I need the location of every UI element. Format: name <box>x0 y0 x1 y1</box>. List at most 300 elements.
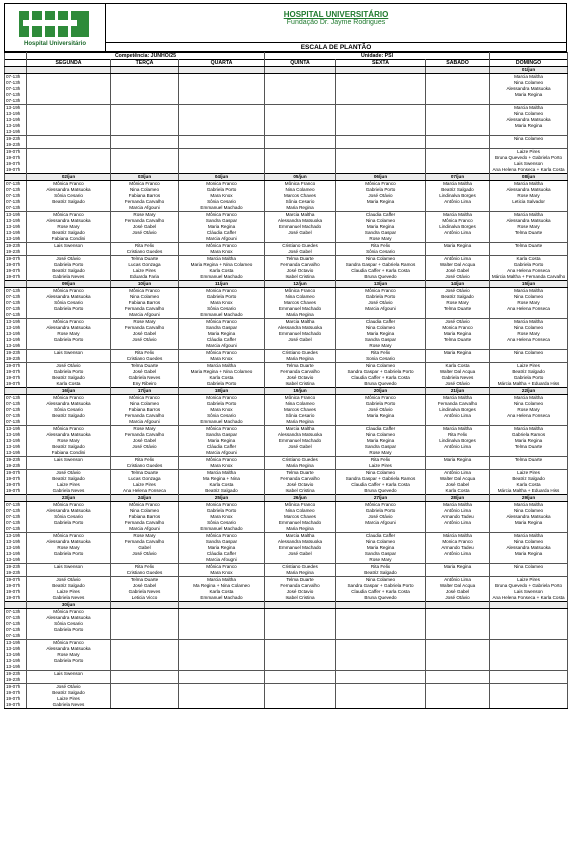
staff-cell: Emmanuel Machado <box>179 526 265 533</box>
shift-time: 19-23h <box>5 457 27 464</box>
staff-cell: José Otávio <box>426 319 490 326</box>
staff-cell: Maria Regina <box>265 526 336 533</box>
shift-time: 13-19h <box>5 230 27 236</box>
staff-cell: Marcos Chaves <box>265 193 336 199</box>
shift-time: 19-23h <box>5 249 27 256</box>
shift-time: 19-07h <box>5 690 27 696</box>
staff-cell: Beatriz Salgado <box>179 488 265 495</box>
shift-time: 07-13h <box>5 306 27 312</box>
staff-cell: Fernanda Carvalho <box>265 583 336 589</box>
staff-cell: José Otávio <box>336 193 426 199</box>
staff-cell: Gabriela Porto <box>336 294 426 300</box>
shift-time: 19-07h <box>5 149 27 156</box>
staff-cell: Gabriela Neves <box>27 595 111 602</box>
date-cell: 28/jun <box>426 495 490 502</box>
shift-time: 19-07h <box>5 268 27 274</box>
competence-label: Competência: JUNHO/25 <box>27 53 265 60</box>
staff-cell: Rose Mary <box>490 300 568 306</box>
staff-cell: Marcos Chaves <box>265 300 336 306</box>
staff-cell: Marcia Maltha <box>265 426 336 433</box>
staff-cell: Alessandra Matsuoka <box>27 187 111 193</box>
date-cell: 14/jun <box>426 281 490 288</box>
shift-time: 07-13h <box>5 187 27 193</box>
staff-cell: Ana Helena Fonseca + Karla Costa <box>490 595 568 602</box>
staff-cell: Fernanda Carvalho <box>426 401 490 407</box>
staff-cell: Walter Dal Acqua <box>426 262 490 268</box>
staff-cell: Nina Colameo <box>336 363 426 370</box>
staff-cell: Rita Felix <box>111 243 179 250</box>
date-cell: 30/jun <box>27 602 111 609</box>
staff-cell: Mônica Franco <box>336 288 426 295</box>
staff-cell: Beatriz Salgado <box>426 187 490 193</box>
staff-cell: José Gabel <box>265 249 336 256</box>
staff-cell: Fernanda Carvalho <box>111 199 179 205</box>
shift-time: 13-19h <box>5 438 27 444</box>
staff-cell: José Otávio <box>111 230 179 236</box>
staff-cell: Rita Felix <box>336 457 426 464</box>
staff-cell: Alessandra Matsuoka <box>27 432 111 438</box>
staff-cell: Cláudia Caffer <box>179 444 265 450</box>
shift-time: 19-23h <box>5 356 27 363</box>
staff-cell: José Octavio <box>265 268 336 274</box>
day-header-row <box>5 60 568 67</box>
shift-time: 13-19h <box>5 426 27 433</box>
staff-cell: Gabriela Porto <box>27 658 111 664</box>
staff-cell: Mônica Franco <box>336 181 426 188</box>
staff-cell: Cristiano Guedes <box>265 457 336 464</box>
staff-cell: José Gabel <box>426 482 490 488</box>
staff-cell: Maria Regina <box>490 520 568 526</box>
shift-time: 19-07h <box>5 577 27 584</box>
shift-time: 19-07h <box>5 482 27 488</box>
staff-cell: Mônica Franco <box>265 395 336 402</box>
staff-cell: Beatriz Salgado <box>27 413 111 419</box>
staff-cell: Mônica Franco <box>111 502 179 509</box>
date-cell: 17/jun <box>111 388 179 395</box>
staff-cell: Beatriz Salgado <box>426 294 490 300</box>
staff-cell: Nina Colameo <box>490 401 568 407</box>
staff-cell: Gabriela Porto <box>27 306 111 312</box>
shift-time: 13-19h <box>5 557 27 564</box>
staff-cell: Gabriela Neves <box>27 274 111 281</box>
shift-time: 07-13h <box>5 401 27 407</box>
week-date-row <box>5 67 568 74</box>
staff-cell: Armando Tadeu <box>426 514 490 520</box>
staff-cell: Marcia Maltha <box>490 105 568 112</box>
staff-cell: Maria Regina <box>265 570 336 577</box>
staff-cell: Antônio Lima <box>426 413 490 419</box>
staff-cell <box>336 702 426 709</box>
staff-cell: Antônio Lima <box>426 508 490 514</box>
staff-cell: Telma Duarte <box>426 306 490 312</box>
staff-cell: Gabriela Neves <box>27 702 111 709</box>
staff-cell: Sandra Gaspar <box>179 218 265 224</box>
staff-cell: Sandra Gaspar <box>336 337 426 343</box>
staff-cell: Lais Swenson <box>27 457 111 464</box>
shift-time: 07-13h <box>5 92 27 98</box>
staff-cell: Marcia Maltha <box>265 212 336 219</box>
date-cell: 01/jun <box>490 67 568 74</box>
staff-cell: Eny Ribeiro <box>111 381 179 388</box>
hospital-title: HOSPITAL UNIVERSITÁRIO <box>283 10 389 19</box>
staff-cell: Alessandra Matsuoka <box>490 86 568 92</box>
staff-cell: Rose Mary <box>111 426 179 433</box>
staff-cell: Gabriela Porto <box>179 187 265 193</box>
staff-cell: Isabel Cristina <box>265 381 336 388</box>
staff-cell: José Otávio <box>27 363 111 370</box>
staff-cell: Maria Regina + Nina Colameo <box>179 369 265 375</box>
staff-cell: Gabriela Porto <box>490 262 568 268</box>
shift-time: 07-13h <box>5 514 27 520</box>
staff-cell: José Otávio <box>336 514 426 520</box>
staff-cell: Fabiana Condini <box>27 236 111 243</box>
staff-cell: Marcia Afgouni <box>111 205 179 212</box>
shift-time: 07-13h <box>5 300 27 306</box>
date-cell: 20/jun <box>336 388 426 395</box>
shift-time: 19-23h <box>5 350 27 357</box>
staff-cell: Claudia Caffer + Karla Costa <box>336 482 426 488</box>
staff-cell: Marcia Maltha <box>490 533 568 540</box>
staff-cell: Nina Colameo <box>265 294 336 300</box>
date-cell: 26/jun <box>265 495 336 502</box>
staff-cell: Nina Colameo <box>336 325 426 331</box>
shift-time: 07-13h <box>5 294 27 300</box>
staff-cell: Beatriz Salgado <box>27 690 111 696</box>
shift-time: 19-07h <box>5 375 27 381</box>
staff-cell: Ma Regina + Nina <box>179 476 265 482</box>
shift-time: 07-13h <box>5 74 27 81</box>
shift-time: 07-13h <box>5 413 27 419</box>
staff-cell: Marcia Afgouni <box>179 450 265 457</box>
staff-cell: José Gabel <box>426 589 490 595</box>
shift-time: 13-19h <box>5 111 27 117</box>
schedule-table <box>4 52 568 709</box>
staff-cell: Beatriz Salgado <box>27 199 111 205</box>
staff-cell: Mônica Franco <box>179 212 265 219</box>
staff-cell: Sandra Gaspar <box>336 551 426 557</box>
week-date-row <box>5 281 568 288</box>
shift-time: 19-07h <box>5 155 27 161</box>
shift-time: 19-07h <box>5 256 27 263</box>
staff-cell: Gabel <box>111 545 179 551</box>
day-header: DOMINGO <box>490 60 568 67</box>
staff-cell: Fernanda Carvalho <box>111 432 179 438</box>
staff-cell: Monica Franco <box>426 539 490 545</box>
staff-cell: Telma Duarte <box>490 230 568 236</box>
shift-time: 19-07h <box>5 161 27 167</box>
shift-time: 07-13h <box>5 407 27 413</box>
staff-cell: Antônio Lima <box>426 199 490 205</box>
staff-cell: Monica Franco <box>179 395 265 402</box>
week-date-row <box>5 174 568 181</box>
staff-cell: Sônia Cesario <box>27 407 111 413</box>
staff-cell: José Otávio <box>426 381 490 388</box>
staff-cell: Sandra Gaspar + Gabriela Porto <box>336 583 426 589</box>
date-cell: 09/jun <box>27 281 111 288</box>
staff-cell: Marcia Maltha <box>490 212 568 219</box>
staff-cell: Telma Duarte <box>265 256 336 263</box>
staff-cell: Mônica Franco <box>27 288 111 295</box>
staff-cell: Beatriz Salgado <box>27 375 111 381</box>
staff-cell: José Gabel <box>111 369 179 375</box>
staff-cell: Rose Mary <box>27 438 111 444</box>
staff-cell: Nina Colameo <box>111 508 179 514</box>
staff-cell: Alessandra Matsuoka <box>490 218 568 224</box>
staff-cell: Telma Duarte <box>490 457 568 464</box>
shift-time: 13-19h <box>5 646 27 652</box>
staff-cell: Beatriz Salgado <box>27 230 111 236</box>
week-date-row <box>5 602 568 609</box>
staff-cell: Alessandra Matsuoka <box>265 218 336 224</box>
shift-time: 19-23h <box>5 671 27 678</box>
staff-cell: Ana Helena Fonseca <box>490 337 568 343</box>
shift-time: 19-07h <box>5 583 27 589</box>
staff-cell: Claudia Caffer <box>336 212 426 219</box>
staff-cell: Gabriela Porto <box>490 375 568 381</box>
staff-cell: Rita Felix <box>111 564 179 571</box>
staff-cell: Karla Costa <box>179 268 265 274</box>
unit-label: Unidade: PSI <box>265 53 490 60</box>
staff-cell: Nina Colameo <box>336 470 426 477</box>
staff-cell: Lucas Gonzaga <box>111 262 179 268</box>
staff-cell: Monica Franco <box>426 325 490 331</box>
staff-cell: Mônica Franco <box>179 457 265 464</box>
staff-cell: José Otávio <box>27 684 111 691</box>
staff-cell: Alessandra Matsuoka <box>27 508 111 514</box>
shift-time: 13-19h <box>5 652 27 658</box>
staff-cell: Bruna Quevedo <box>336 274 426 281</box>
staff-cell: Gabriela Porto <box>336 508 426 514</box>
staff-cell: José Gabel <box>111 224 179 230</box>
staff-cell: Gabriela Neves <box>27 488 111 495</box>
staff-cell: Ma Regina + Nina Colameo <box>179 583 265 589</box>
staff-cell: Alessandra Matsuoka <box>265 325 336 331</box>
staff-cell: Marcia Afgouni <box>111 312 179 319</box>
date-cell: 08/jun <box>490 174 568 181</box>
staff-cell: José Gabel <box>111 583 179 589</box>
staff-cell: Nina Colameo <box>490 111 568 117</box>
staff-cell: Alessandra Matsuoka <box>27 294 111 300</box>
staff-cell: Gabriela Ramos <box>490 432 568 438</box>
staff-cell: Beatriz Salgado <box>27 583 111 589</box>
shift-time: 19-07h <box>5 488 27 495</box>
day-header: QUARTA <box>179 60 265 67</box>
date-cell: 29/jun <box>490 495 568 502</box>
logo-box <box>5 4 106 51</box>
shift-time: 19-07h <box>5 274 27 281</box>
staff-cell: Laize Pires <box>490 470 568 477</box>
staff-cell: Isabel Cristina <box>265 488 336 495</box>
staff-cell: Ana Helena Fonseca + Karla Costa <box>490 167 568 174</box>
staff-cell: Nina Colameo <box>336 539 426 545</box>
staff-cell: Mara Knox <box>179 514 265 520</box>
staff-cell: Marcia Maltha <box>426 502 490 509</box>
staff-cell: Marcia Maltha <box>426 426 490 433</box>
staff-cell: José Octavio <box>265 375 336 381</box>
staff-cell: Rita Felix <box>111 350 179 357</box>
shift-time: 13-19h <box>5 105 27 112</box>
staff-cell: Walter Dal Acqua <box>426 476 490 482</box>
hospital-subtitle: Fundação Dr. Jayme Rodrigues <box>286 19 386 26</box>
staff-cell: Bruna Quevedo <box>336 595 426 602</box>
staff-cell <box>179 702 265 709</box>
shift-time: 19-07h <box>5 702 27 709</box>
shift-time: 07-13h <box>5 627 27 633</box>
staff-cell: Maria Regina <box>336 199 426 205</box>
staff-cell: Mônica Franco <box>27 181 111 188</box>
staff-cell: Nina Colameo <box>111 187 179 193</box>
staff-cell: Lais Swenson <box>27 564 111 571</box>
date-cell: 22/jun <box>490 388 568 395</box>
staff-cell: Fabiana Barros <box>111 407 179 413</box>
staff-cell: Alessandra Matsuoka <box>490 187 568 193</box>
staff-cell: Rita Felix <box>336 350 426 357</box>
staff-cell: Marcia Maltha <box>265 533 336 540</box>
staff-cell: Maria Regina <box>490 438 568 444</box>
shift-time: 13-19h <box>5 658 27 664</box>
staff-cell: Gabriela Porto <box>179 401 265 407</box>
date-cell: 16/jun <box>27 388 111 395</box>
staff-cell: Mônica Franco <box>265 181 336 188</box>
staff-cell: Maria Regina <box>179 438 265 444</box>
staff-cell: Mônica Franco <box>179 426 265 433</box>
shift-time: 07-13h <box>5 80 27 86</box>
staff-cell <box>111 702 179 709</box>
staff-cell: José Gabel <box>111 331 179 337</box>
shift-time: 07-13h <box>5 395 27 402</box>
staff-cell: Maria Regina <box>336 224 426 230</box>
staff-cell: Nina Colameo <box>490 564 568 571</box>
shift-time: 13-19h <box>5 432 27 438</box>
staff-cell: Lucas Gonzaga <box>111 476 179 482</box>
staff-cell: Nina Colameo <box>111 401 179 407</box>
staff-cell: Gabriela Porto <box>27 551 111 557</box>
staff-cell: Mônica Franco <box>27 502 111 509</box>
staff-cell: Marcia Maltha <box>426 395 490 402</box>
date-cell: 05/jun <box>265 174 336 181</box>
staff-cell: Marcia Maltha <box>426 181 490 188</box>
staff-cell: Sônia Cesario <box>179 520 265 526</box>
shift-time: 19-07h <box>5 589 27 595</box>
staff-cell: Maria Regina <box>179 545 265 551</box>
staff-cell: Rose Mary <box>490 407 568 413</box>
staff-cell: Maria Regina <box>336 331 426 337</box>
staff-cell: Beatriz Salgado <box>27 268 111 274</box>
staff-cell: Ana Helena Fonseca <box>490 413 568 419</box>
staff-cell: Fernanda Carvalho <box>111 218 179 224</box>
staff-cell: Fernanda Carvalho <box>265 476 336 482</box>
staff-cell: Karla Costa <box>426 363 490 370</box>
staff-cell: Fabiana Barros <box>111 300 179 306</box>
staff-cell: Gabriela Porto <box>179 294 265 300</box>
staff-cell: Maria Regina <box>179 224 265 230</box>
staff-cell: Rose Mary <box>111 212 179 219</box>
staff-cell: Walter Dal Acqua <box>426 369 490 375</box>
staff-cell: Rose Mary <box>336 236 426 243</box>
staff-cell: Marcia Maltha <box>490 288 568 295</box>
shift-time: 13-19h <box>5 325 27 331</box>
staff-cell: Sonia Cesario <box>336 356 426 363</box>
staff-cell: Emmanuel Machado <box>179 595 265 602</box>
staff-cell: Mara Knox <box>179 356 265 363</box>
date-cell: 04/jun <box>179 174 265 181</box>
shift-time: 13-19h <box>5 218 27 224</box>
staff-cell: José Otávio <box>426 274 490 281</box>
staff-cell: Lindinalva Borges <box>426 438 490 444</box>
day-header: QUINTA <box>265 60 336 67</box>
staff-cell: Antônio Lima <box>426 551 490 557</box>
shift-time: 07-13h <box>5 98 27 105</box>
staff-cell: José Otávio <box>27 470 111 477</box>
staff-cell: Rose Mary <box>490 224 568 230</box>
staff-cell: Nina Colameo <box>490 294 568 300</box>
staff-cell: Claudia Caffer + Karla Costa <box>336 268 426 274</box>
staff-cell: Gabriela Porto <box>336 187 426 193</box>
staff-cell: Nina Colameo <box>265 187 336 193</box>
competence-row <box>5 53 568 60</box>
staff-cell: Gabriela Porto <box>336 401 426 407</box>
staff-cell: Lindinalva Borges <box>426 224 490 230</box>
staff-cell: Cláudia Caffer <box>179 337 265 343</box>
staff-cell: Eduarda Faria <box>111 274 179 281</box>
staff-cell: Rose Mary <box>336 343 426 350</box>
date-cell: 15/jun <box>490 281 568 288</box>
staff-cell: Márcia Maltha + Eduarda Hiss <box>490 488 568 495</box>
staff-cell: Alessandra Matsuoka <box>27 539 111 545</box>
staff-cell: Claudia Caffer <box>336 533 426 540</box>
shift-time: 13-19h <box>5 212 27 219</box>
staff-cell: Rita Felix <box>111 457 179 464</box>
staff-cell: Rose Mary <box>490 193 568 199</box>
date-cell <box>426 602 490 609</box>
shift-time: 07-13h <box>5 502 27 509</box>
staff-cell <box>426 702 490 709</box>
shift-time: 19-07h <box>5 167 27 174</box>
shift-time: 13-19h <box>5 331 27 337</box>
staff-cell: Sandra Gaspar + Gabriela Ramos <box>336 476 426 482</box>
staff-cell: Isabel Cristina <box>265 595 336 602</box>
staff-cell: Marcia Afougni <box>179 557 265 564</box>
staff-cell: Rita Felix <box>336 564 426 571</box>
staff-cell: Mônica Franco <box>27 212 111 219</box>
staff-cell: Marcia Maltha <box>490 74 568 81</box>
staff-cell: Maria Regina <box>265 312 336 319</box>
staff-cell: Gabriela Neves <box>111 375 179 381</box>
shift-time: 19-07h <box>5 595 27 602</box>
staff-cell: Gabriela Porto <box>179 381 265 388</box>
day-header: SEXTA <box>336 60 426 67</box>
staff-cell: Marcia Maltha <box>490 395 568 402</box>
shift-time: 13-19h <box>5 533 27 540</box>
shift-time: 13-19h <box>5 117 27 123</box>
staff-cell: Beatriz Salgado <box>490 369 568 375</box>
staff-cell: Maria Regina + Nina Colameo <box>179 262 265 268</box>
staff-cell: Mônica Franco <box>27 533 111 540</box>
shift-time: 19-23h <box>5 243 27 250</box>
staff-cell: Maria Regina <box>426 331 490 337</box>
staff-cell: Alessandra Matsuoka <box>27 646 111 652</box>
staff-cell: Karla Costa <box>490 482 568 488</box>
staff-cell: Mônica Franco <box>426 218 490 224</box>
staff-cell: Claudia Caffer <box>336 319 426 326</box>
staff-cell: Sandra Gaspar <box>179 432 265 438</box>
staff-cell: José Otávio <box>111 444 179 450</box>
staff-cell: José Otávio <box>111 337 179 343</box>
shift-time: 19-07h <box>5 369 27 375</box>
staff-cell: Sandra Gaspar <box>336 230 426 236</box>
staff-cell: Nina Colameo <box>265 508 336 514</box>
staff-cell: Mônica Franco <box>179 350 265 357</box>
